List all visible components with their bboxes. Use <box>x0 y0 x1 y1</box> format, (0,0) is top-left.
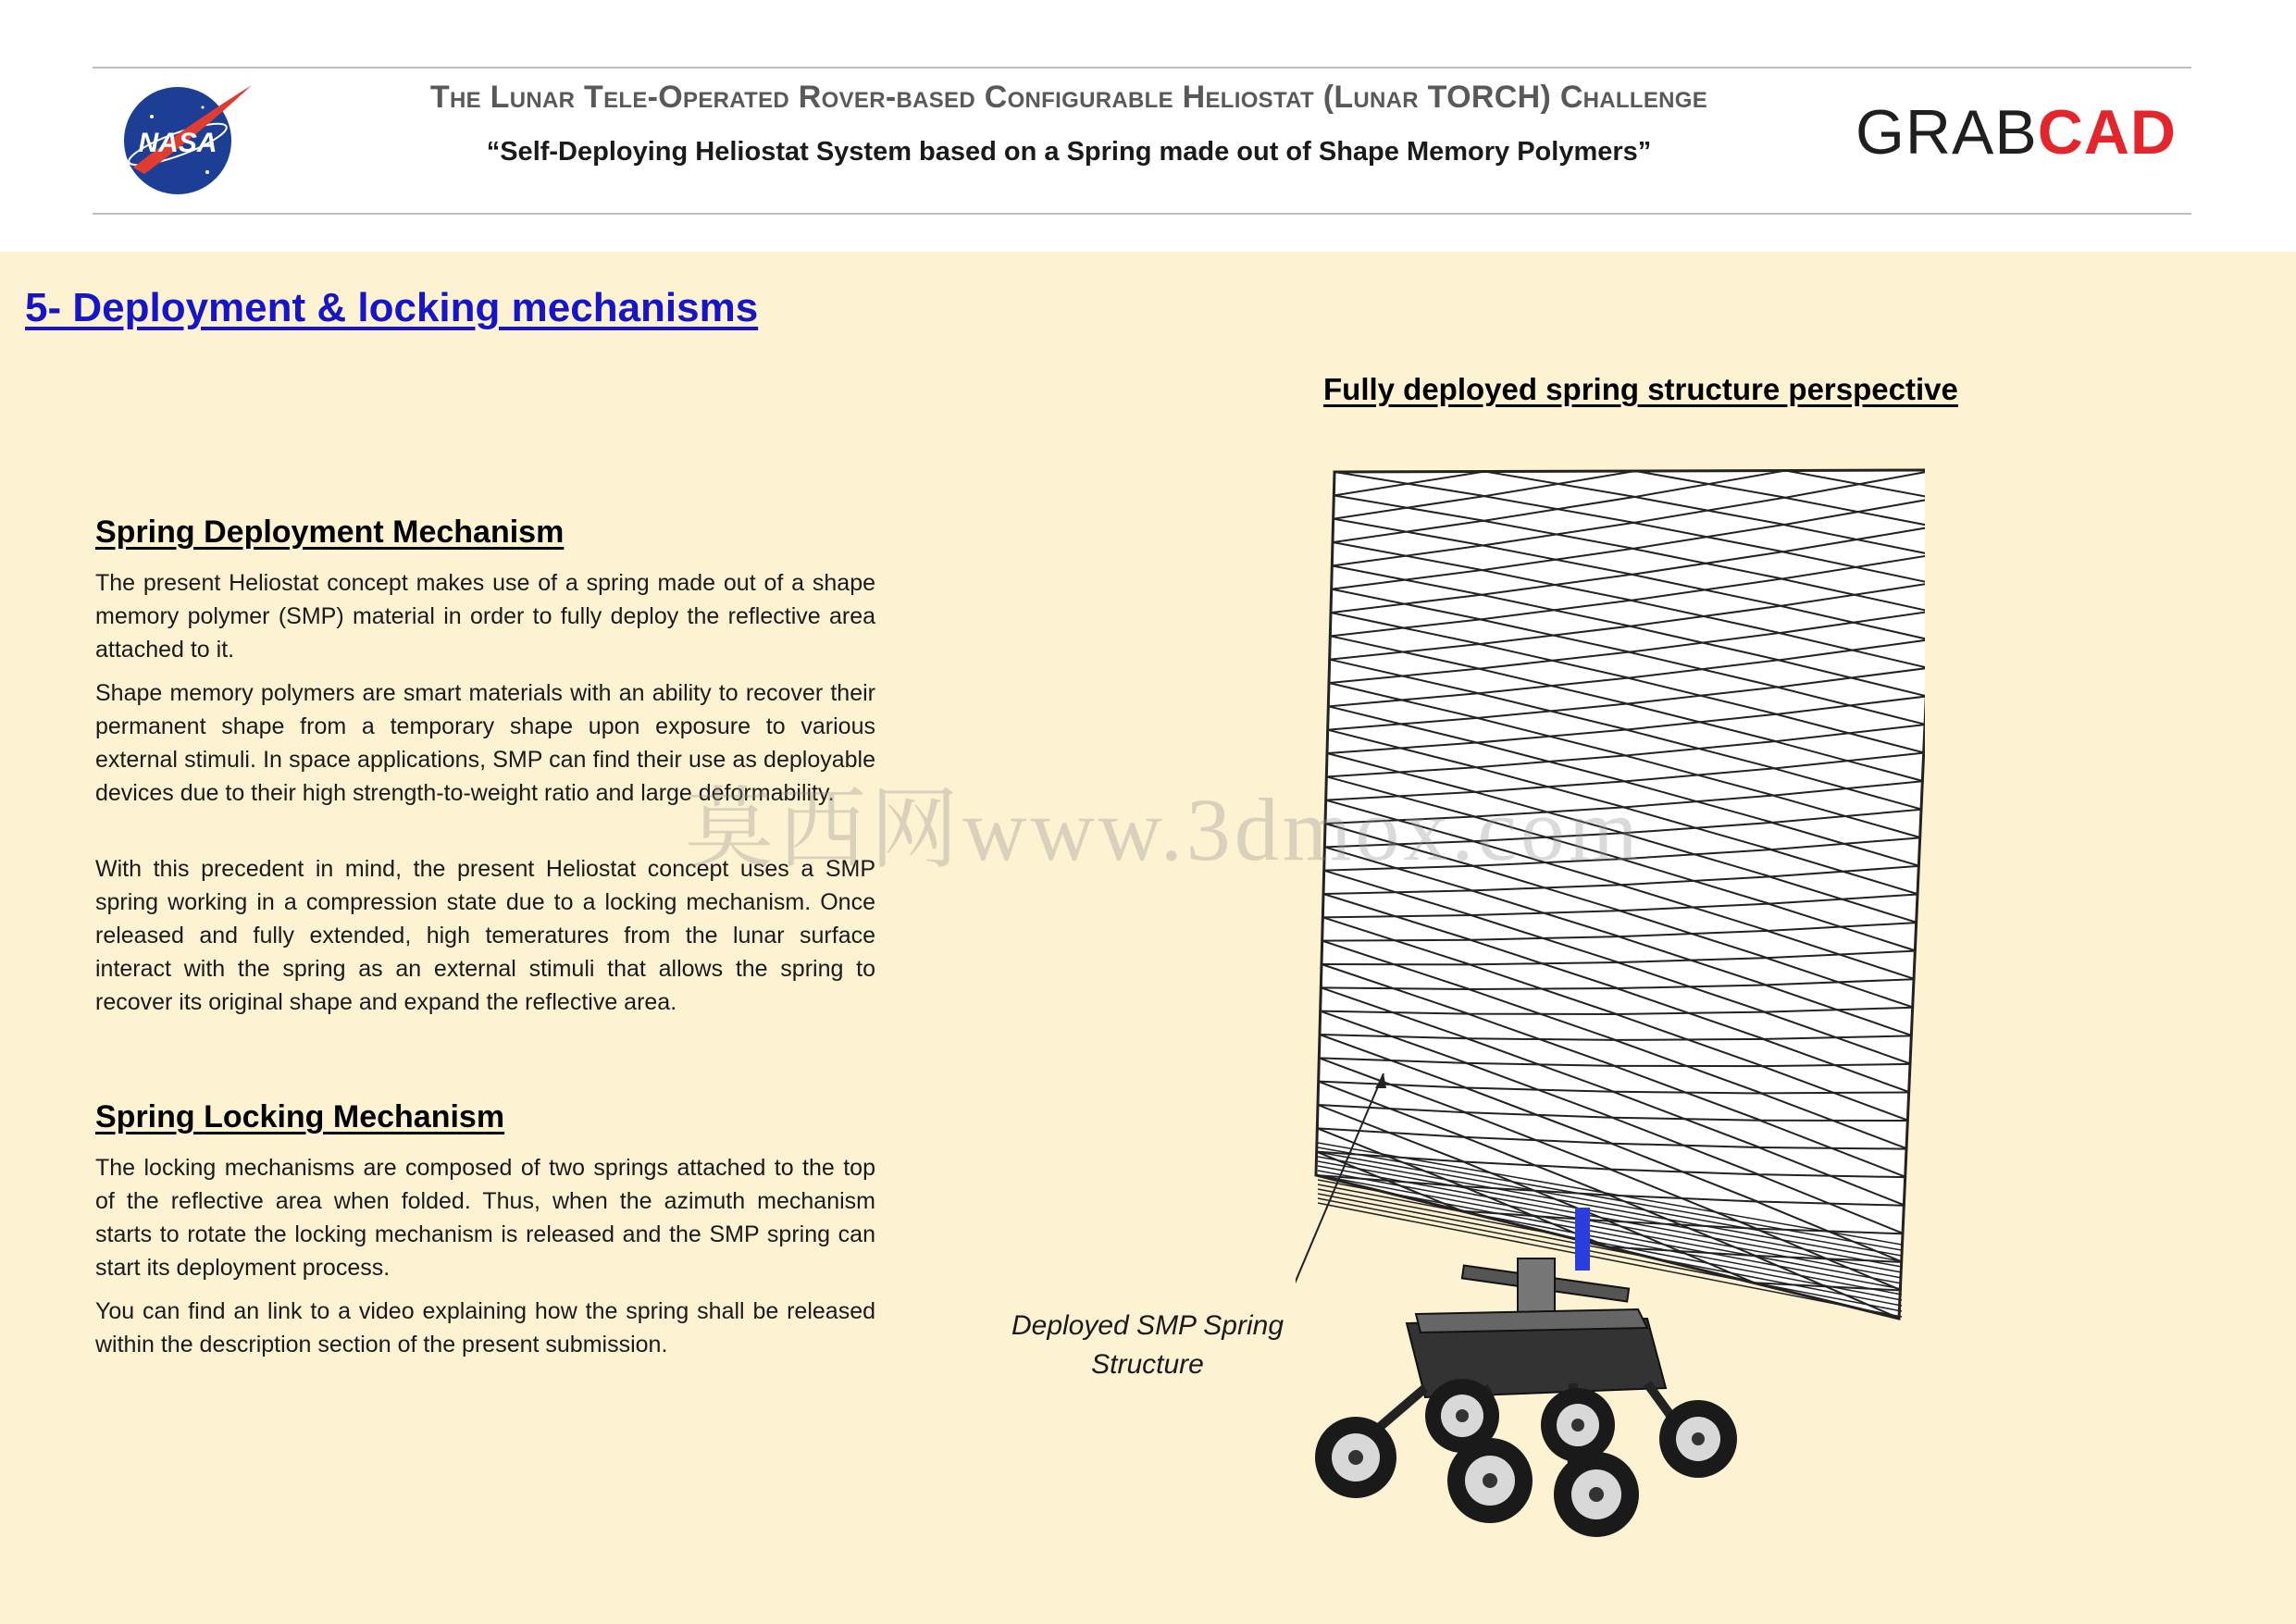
deployment-paragraph-2: Shape memory polymers are smart materials with an ability to recover their permanent shape from a temporary shape upon exposure to various external stimuli. In space applications, SMP can find their use as deployable devices due to their high strength-to-weight ratio and large deformability. <box>95 680 875 806</box>
nasa-logo <box>115 80 254 200</box>
locking-paragraph-2: You can find an link to a video explaining how the spring shall be released within the description section of the present submission. <box>95 1298 875 1357</box>
rover-wheels <box>1315 1379 1737 1537</box>
section-title: 5- Deployment & locking mechanisms <box>25 285 759 330</box>
caption-line-2: Structure <box>1091 1349 1204 1380</box>
locking-heading: Spring Locking Mechanism <box>95 1099 505 1134</box>
figure-caption <box>999 1307 1296 1384</box>
grabcad-logo <box>1855 96 2177 168</box>
reflective-panel <box>1316 470 1925 1319</box>
figure-title: Fully deployed spring structure perspective <box>1323 372 1958 406</box>
watermark: 莫西网www.3dmox.com <box>685 780 1642 879</box>
deployment-heading: Spring Deployment Mechanism <box>95 514 565 550</box>
spring-structure-illustration <box>1296 463 1925 1555</box>
spring-actuator <box>1575 1208 1590 1271</box>
deployment-paragraph-3: With this precedent in mind, the present Heliostat concept uses a SMP spring working in a compression state due to a locking mechanism. Once released and fully extended, high temeratures from the lunar surface interact with the spring as an external stimuli that allows the spring to recover its original shape and expand the reflective area. <box>95 856 875 1015</box>
caption-line-1: Deployed SMP Spring <box>1011 1310 1285 1341</box>
header-bottom-rule <box>93 213 2191 215</box>
locking-paragraph-1: The locking mechanisms are composed of two springs attached to the top of the reflective area when folded. Thus, when the azimuth mechanism starts to rotate the locking mechanism is released and the SMP spring can start its deployment process. <box>95 1155 875 1281</box>
submission-subtitle: “Self-Deploying Heliostat System based on a Spring made out of Shape Memory Polymers” <box>486 137 1652 167</box>
page-header <box>0 0 2296 252</box>
grabcad-logo-cad: CAD <box>2037 97 2178 167</box>
challenge-title: The Lunar Tele-Operated Rover-based Configurable Heliostat (Lunar TORCH) Challenge <box>429 80 1708 115</box>
svg-text:NASA: NASA <box>138 128 217 158</box>
header-top-rule <box>93 67 2191 68</box>
rover-body <box>1360 1258 1684 1471</box>
deployment-paragraph-1: The present Heliostat concept makes use of a spring made out of a shape memory polymer (SMP) material in order to fully deploy the reflective area attached to it. <box>95 570 875 663</box>
grabcad-logo-grab: GRAB <box>1855 97 2038 167</box>
